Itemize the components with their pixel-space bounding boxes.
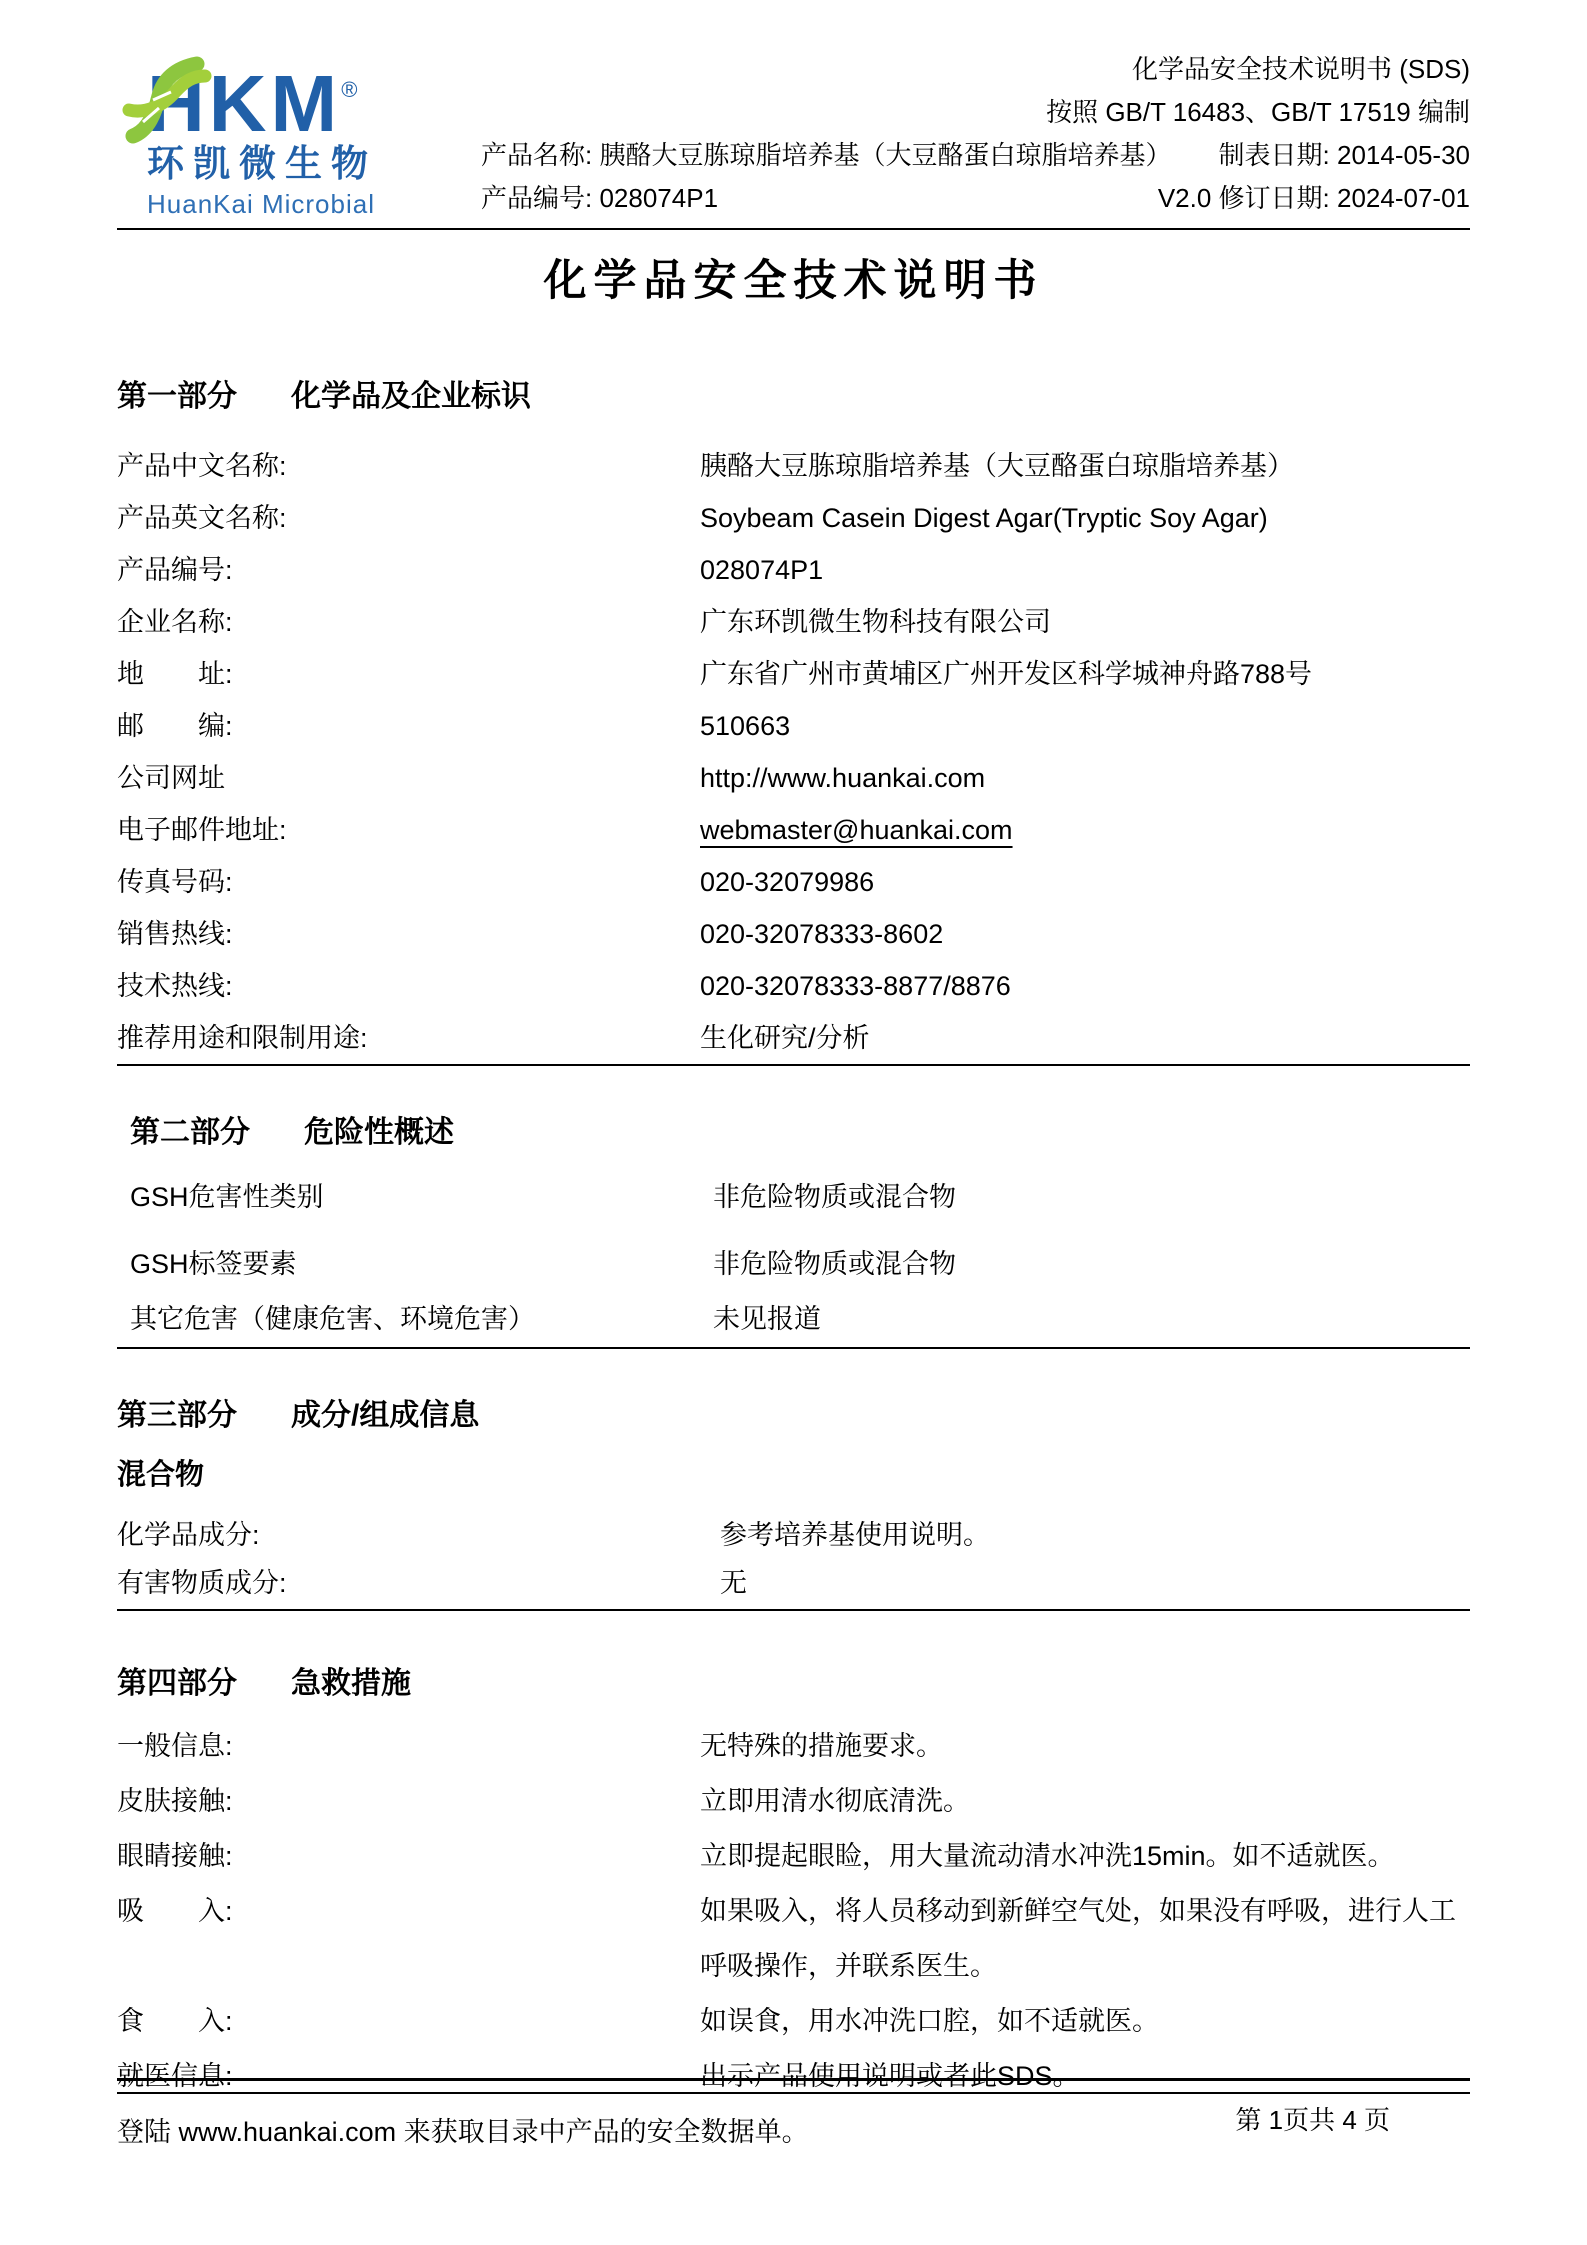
field-row xyxy=(117,2049,1470,2104)
field-label: 传真号码: xyxy=(117,867,233,897)
header-divider xyxy=(117,228,1470,230)
doc-type: 化学品安全技术说明书 (SDS) xyxy=(1131,54,1470,84)
section-3-number: 第三部分 xyxy=(117,1399,237,1432)
field-label: 产品英文名称: xyxy=(117,503,287,533)
field-row xyxy=(130,1170,1470,1225)
dna-ribbon-icon xyxy=(119,48,249,144)
section-2 xyxy=(130,1116,1470,1347)
field-row xyxy=(117,1511,1470,1559)
section-2-rows xyxy=(130,1170,1470,1347)
header-info xyxy=(427,42,1470,220)
field-label: 有害物质成分: xyxy=(117,1568,287,1598)
section-4-number: 第四部分 xyxy=(117,1667,237,1700)
field-label: 食 入: xyxy=(117,2006,233,2036)
section-2-number: 第二部分 xyxy=(130,1116,250,1149)
field-row xyxy=(117,908,1470,960)
logo-mark xyxy=(117,42,417,148)
field-label: 吸 入: xyxy=(117,1896,233,1926)
field-row xyxy=(117,440,1470,492)
section-4-title: 急救措施 xyxy=(291,1667,411,1700)
field-label: GSH危害性类别 xyxy=(130,1182,324,1212)
field-row xyxy=(117,492,1470,544)
field-label: 电子邮件地址: xyxy=(117,815,287,845)
section-1-number: 第一部分 xyxy=(117,380,237,413)
field-row xyxy=(117,1774,1470,1829)
field-row xyxy=(117,960,1470,1012)
logo-name-cn: 环凯微生物 xyxy=(147,143,377,184)
field-row xyxy=(117,752,1470,804)
field-label: GSH标签要素 xyxy=(130,1249,297,1279)
section-3-heading xyxy=(117,1399,1470,1433)
field-row xyxy=(130,1292,1470,1347)
field-row xyxy=(117,1994,1470,2049)
product-code-label: 产品编号: xyxy=(481,183,593,213)
section-4-rows xyxy=(117,1719,1470,2104)
document-title: 化学品安全技术说明书 xyxy=(543,257,1044,305)
field-label: 产品编号: xyxy=(117,555,233,585)
section-divider xyxy=(117,1064,1470,1066)
product-name xyxy=(481,134,1171,177)
field-value: 如误食，用水冲洗口腔，如不适就医。 xyxy=(700,2006,1159,2036)
field-value: 胰酪大豆胨琼脂培养基（大豆酪蛋白琼脂培养基） xyxy=(700,451,1294,481)
section-3-rows xyxy=(117,1511,1470,1607)
field-label: 眼睛接触: xyxy=(117,1841,233,1871)
mixture-subheading: 混合物 xyxy=(117,1459,205,1491)
field-label: 就医信息: xyxy=(117,2061,233,2091)
website-url: http://www.huankai.com xyxy=(700,763,986,793)
footer xyxy=(117,2098,1470,2149)
field-label: 企业名称: xyxy=(117,607,233,637)
field-value: 立即用清水彻底清洗。 xyxy=(700,1786,970,1816)
field-row xyxy=(117,700,1470,752)
section-4-heading xyxy=(117,1667,1470,1701)
field-label: 技术热线: xyxy=(117,971,233,1001)
field-label: 邮 编: xyxy=(117,711,233,741)
product-name-label: 产品名称: xyxy=(481,140,593,170)
revision-date-value: 2024-07-01 xyxy=(1337,183,1470,213)
field-label: 其它危害（健康危害、环境危害） xyxy=(130,1304,535,1334)
footer-note: 登陆 www.huankai.com 来获取目录中产品的安全数据单。 xyxy=(117,2117,809,2147)
field-row xyxy=(130,1237,1470,1292)
revision-date xyxy=(1158,177,1470,220)
field-value: 510663 xyxy=(700,711,791,741)
field-label: 产品中文名称: xyxy=(117,451,287,481)
field-value: 广东省广州市黄埔区广州开发区科学城神舟路788号 xyxy=(700,659,1313,689)
field-value: 非危险物质或混合物 xyxy=(713,1249,956,1279)
revision-label: V2.0 修订日期: xyxy=(1157,183,1330,213)
section-2-heading xyxy=(130,1116,1470,1150)
field-value: 028074P1 xyxy=(700,555,824,585)
field-label: 销售热线: xyxy=(117,919,233,949)
field-value: 未见报道 xyxy=(713,1304,821,1334)
product-code-value: 028074P1 xyxy=(599,183,719,213)
field-value: 非危险物质或混合物 xyxy=(713,1182,956,1212)
header xyxy=(117,42,1470,220)
field-row xyxy=(117,1829,1470,1884)
table-date xyxy=(1219,134,1470,177)
logo-acronym-text: HKM xyxy=(147,59,342,148)
company-logo xyxy=(117,42,427,220)
field-label: 地 址: xyxy=(117,659,233,689)
field-label: 推荐用途和限制用途: xyxy=(117,1023,368,1053)
section-divider xyxy=(117,1347,1470,1349)
field-row xyxy=(117,856,1470,908)
section-1-rows xyxy=(117,440,1470,1064)
field-value: 生化研究/分析 xyxy=(700,1023,870,1053)
product-name-value: 胰酪大豆胨琼脂培养基（大豆酪蛋白琼脂培养基） xyxy=(599,140,1172,170)
field-row xyxy=(117,804,1470,856)
section-2-title: 危险性概述 xyxy=(304,1116,454,1149)
field-row xyxy=(117,544,1470,596)
field-label: 公司网址 xyxy=(117,763,225,793)
field-value: 出示产品使用说明或者此SDS。 xyxy=(700,2061,1080,2091)
email-link[interactable]: webmaster@huankai.com xyxy=(700,815,1013,845)
header-row-product-code xyxy=(427,177,1470,220)
field-label: 一般信息: xyxy=(117,1731,233,1761)
field-value: 无 xyxy=(720,1568,747,1598)
header-row-product-name xyxy=(427,134,1470,177)
field-label: 皮肤接触: xyxy=(117,1786,233,1816)
field-row xyxy=(117,1719,1470,1774)
field-value: 如果吸入，将人员移动到新鲜空气处，如果没有呼吸，进行人工呼吸操作，并联系医生。 xyxy=(700,1896,1456,1981)
field-row xyxy=(117,648,1470,700)
section-1-title: 化学品及企业标识 xyxy=(291,380,531,413)
section-3-title: 成分/组成信息 xyxy=(291,1399,480,1432)
table-date-label: 制表日期: xyxy=(1218,140,1330,170)
table-date-value: 2014-05-30 xyxy=(1337,140,1470,170)
registered-trademark-icon: ® xyxy=(341,77,358,102)
field-value: 无特殊的措施要求。 xyxy=(700,1731,943,1761)
compiled-per-standard: 按照 GB/T 16483、GB/T 17519 编制 xyxy=(1046,97,1470,127)
logo-name-en: HuanKai Microbial xyxy=(147,189,375,219)
product-code xyxy=(481,177,718,220)
field-value: 立即提起眼睑，用大量流动清水冲洗15min。如不适就医。 xyxy=(700,1841,1395,1871)
field-label: 化学品成分: xyxy=(117,1520,260,1550)
field-row xyxy=(117,1012,1470,1064)
field-value: 020-32078333-8877/8876 xyxy=(700,971,1011,1001)
page-number: 第 1页共 4 页 xyxy=(1235,2105,1390,2135)
field-row xyxy=(117,596,1470,648)
field-row xyxy=(117,1559,1470,1607)
field-value: 参考培养基使用说明。 xyxy=(720,1520,990,1550)
section-1-heading xyxy=(117,380,1470,414)
section-divider xyxy=(117,1609,1470,1611)
field-row xyxy=(117,1884,1470,1994)
field-value: 020-32079986 xyxy=(700,867,875,897)
field-value: 广东环凯微生物科技有限公司 xyxy=(700,607,1051,637)
field-value: 020-32078333-8602 xyxy=(700,919,944,949)
field-value: Soybeam Casein Digest Agar(Tryptic Soy Agar) xyxy=(700,503,1268,533)
